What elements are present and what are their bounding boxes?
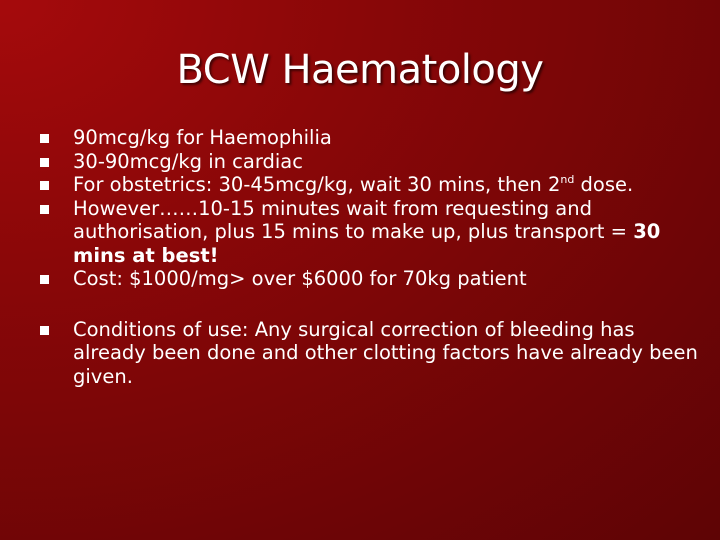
- bullet-item: [40, 197, 700, 268]
- bullet-text: Conditions of use: Any surgical correction of bleeding has already been done and other clotting factors have already been given.: [73, 317, 698, 388]
- bullet-item: [40, 126, 700, 150]
- bullet-text: Cost: $1000/mg> over $6000 for 70kg patient: [73, 267, 527, 290]
- bullet-item: [40, 267, 700, 291]
- bullet-text: 30-90mcg/kg in cardiac: [73, 149, 303, 173]
- bullet-superscript: nd: [560, 173, 575, 186]
- bullet-text: 90mcg/kg for Haemophilia: [73, 126, 332, 149]
- bullet-text: However……10-15 minutes wait from requesting and authorisation, plus 15 mins to make up, plus transport =: [73, 196, 634, 243]
- square-bullet-icon: [40, 158, 49, 167]
- bullet-text-end: dose.: [574, 173, 634, 196]
- square-bullet-icon: [40, 205, 49, 214]
- square-bullet-icon: [40, 326, 49, 335]
- bullet-item: [40, 173, 700, 197]
- square-bullet-icon: [40, 275, 49, 284]
- square-bullet-icon: [40, 134, 49, 143]
- bullet-list: [40, 126, 700, 388]
- slide-title: BCW Haematology: [176, 47, 544, 93]
- square-bullet-icon: [40, 181, 49, 190]
- bullet-item: [40, 318, 700, 389]
- bullet-text: For obstetrics: 30-45mcg/kg, wait 30 mins, then 2: [73, 173, 561, 196]
- bullet-item: [40, 150, 700, 174]
- bullet-bold-text: 30 mins at best!: [73, 220, 661, 267]
